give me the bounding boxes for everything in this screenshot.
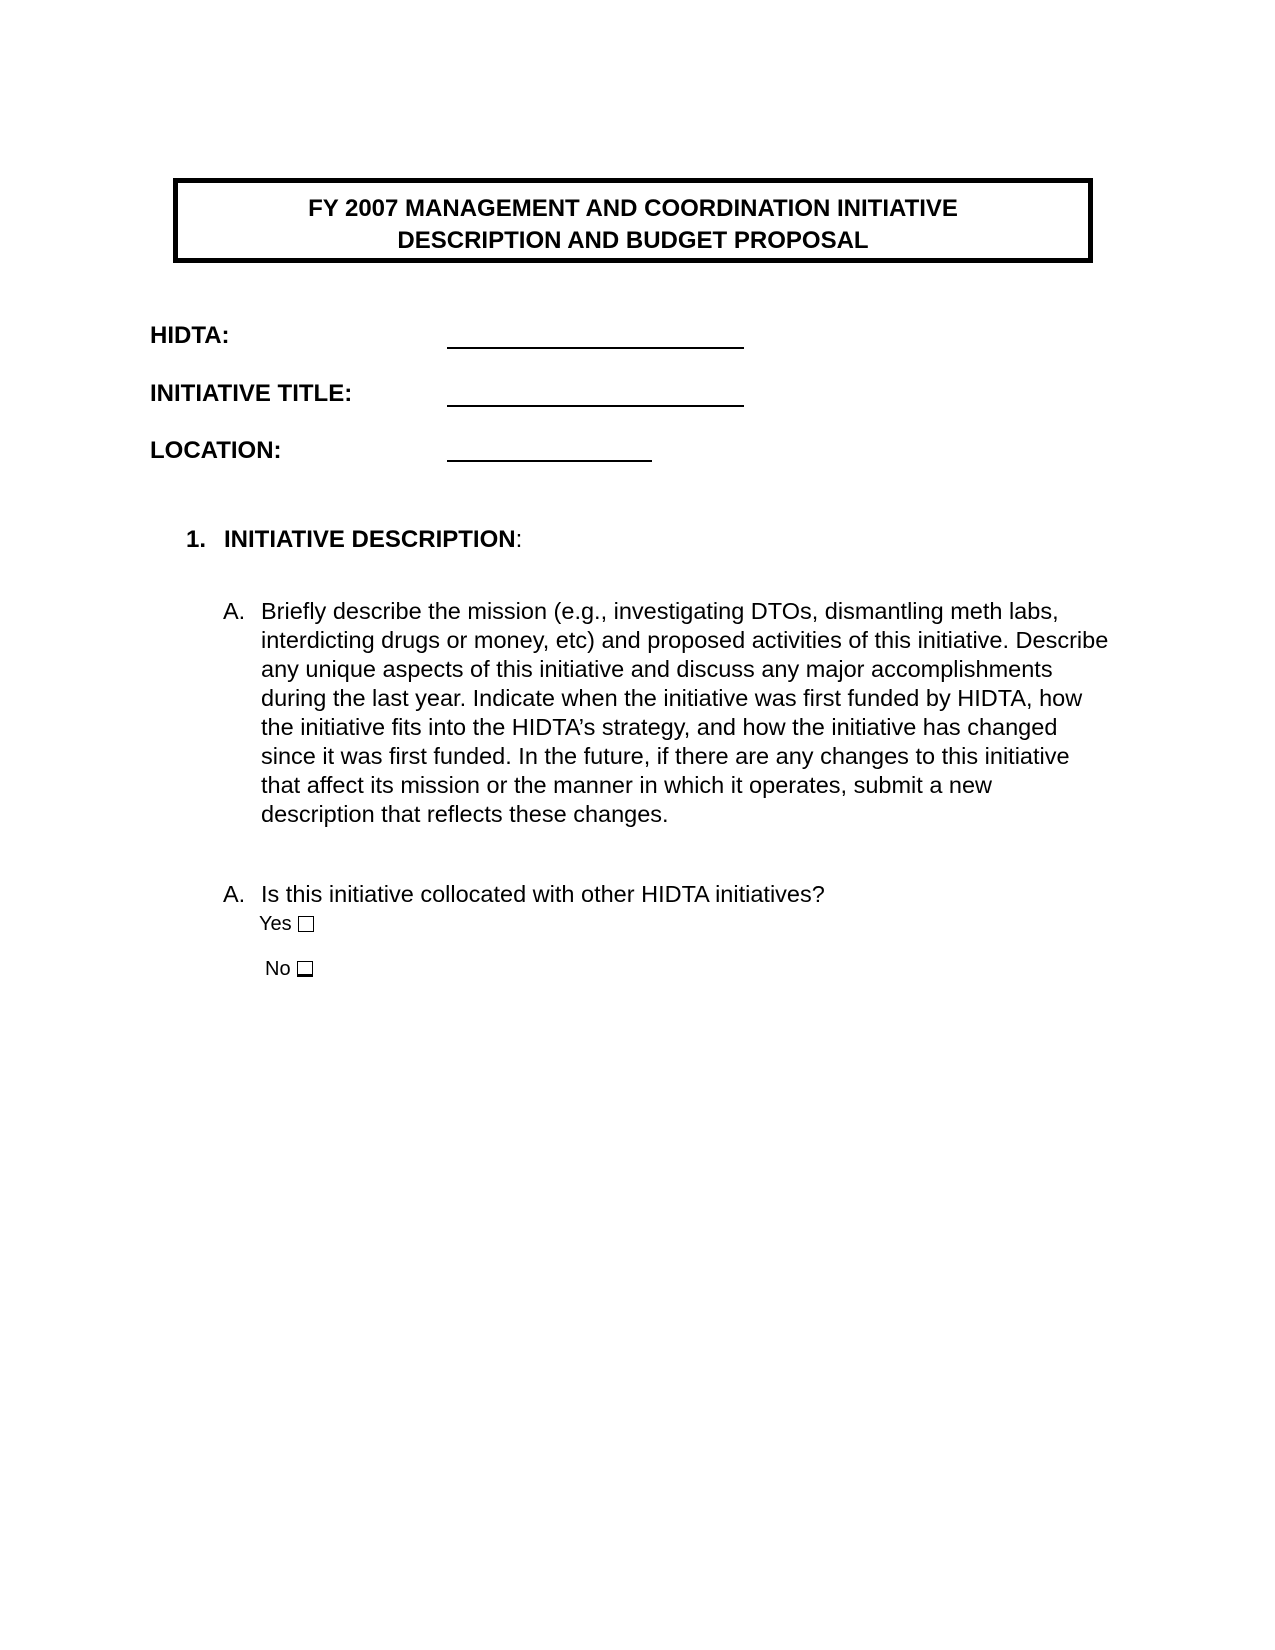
item-b-collocated [223, 880, 1111, 909]
no-checkbox[interactable] [297, 961, 313, 977]
hidta-field-line[interactable] [447, 347, 744, 349]
no-option [265, 957, 313, 981]
yes-option [259, 912, 314, 936]
item-b-letter: A. [223, 881, 246, 907]
initiative-title-label: INITIATIVE TITLE: [150, 380, 353, 407]
section-1-number: 1. [186, 526, 207, 553]
document-title-box [173, 178, 1093, 263]
yes-label: Yes [259, 913, 292, 935]
item-a-text: Briefly describe the mission (e.g., investigating DTOs, dismantling meth labs, interdicting drugs or money, etc) and proposed activities of this initiative. Describe any unique aspects of this initiative and discuss any major accomplishments during the last year. Indicate when the initiative was first funded by HIDTA, how the initiative fits into the HIDTA’s strategy, and how the initiative has changed since it was first funded. In the future, if there are any changes to this initiative that affect its mission or the manner in which it operates, submit a new description that reflects these changes. [261, 598, 1109, 827]
hidta-label: HIDTA: [150, 322, 230, 349]
section-1-heading [186, 526, 522, 554]
document-title-line-2: DESCRIPTION AND BUDGET PROPOSAL [397, 227, 869, 254]
section-1-colon: : [515, 526, 523, 553]
yes-checkbox[interactable] [298, 916, 314, 932]
item-a-letter: A. [223, 598, 246, 624]
section-1-title: INITIATIVE DESCRIPTION [224, 526, 516, 553]
item-a-mission [223, 597, 1111, 829]
initiative-title-field-line[interactable] [447, 405, 744, 407]
no-label: No [265, 958, 291, 980]
location-field-line[interactable] [447, 460, 652, 462]
document-title-line-1: FY 2007 MANAGEMENT AND COORDINATION INITIATIVE [308, 195, 958, 222]
location-label: LOCATION: [150, 437, 282, 464]
item-b-text: Is this initiative collocated with other HIDTA initiatives? [261, 881, 825, 907]
